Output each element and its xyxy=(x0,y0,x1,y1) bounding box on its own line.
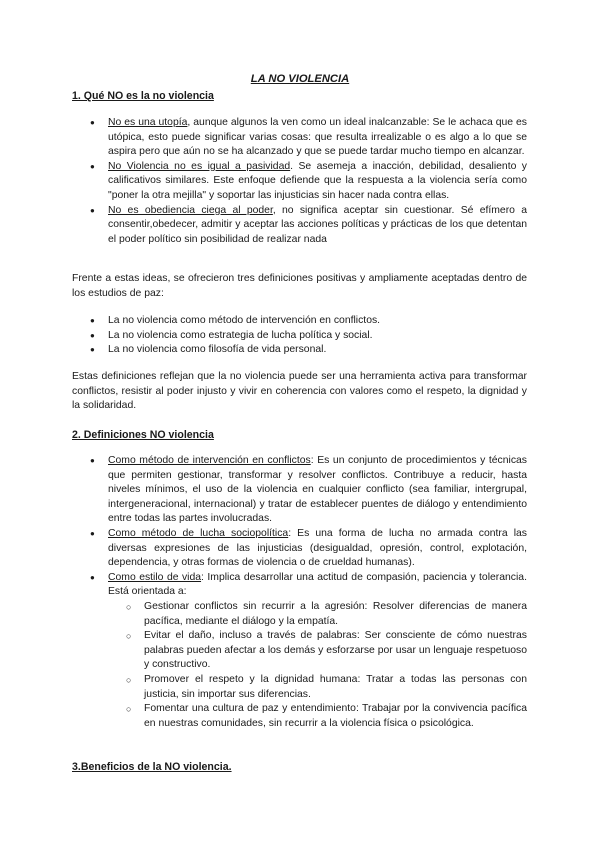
item-text: . Se asemeja a inacción, debilidad, desaliento y calificativos similares. Este enfoque defiende que la respuesta a la violencia sería como "poner la otra mejilla" y soportar las injusticias sin hacer nada contra ellas. xyxy=(108,160,528,201)
list-item xyxy=(72,160,527,204)
list-item xyxy=(72,204,527,248)
lifestyle-sublist xyxy=(108,600,527,731)
document-title: LA NO VIOLENCIA xyxy=(250,73,350,85)
item-term: Como método de intervención en conflictos xyxy=(108,455,311,466)
item-term: No es una utopía xyxy=(108,117,188,128)
list-item xyxy=(72,571,527,732)
list-item xyxy=(72,527,527,571)
section-1-intro: Frente a estas ideas, se ofrecieron tres definiciones positivas y ampliamente aceptadas dentro de los estudios de paz: xyxy=(72,273,527,299)
item-text: : Es una forma de lucha no armada contra las diversas expresiones de las injusticias (desigualdad, opresión, control, explotación, dependencia, y otras formas de violencia o de crueldad humanas). xyxy=(108,527,527,569)
section-1-heading: 1. Qué NO es la no violencia xyxy=(72,90,214,102)
section-2-list xyxy=(72,454,527,731)
item-term: Como método de lucha sociopolítica xyxy=(108,527,289,539)
section-1-list xyxy=(72,116,527,247)
sub-list-item: ○ Evitar el daño, incluso a través de palabras: Ser consciente de cómo nuestras palabras pueden afectar a los demás y esforzarse por usar un lenguaje respetuoso y constructivo. xyxy=(108,629,527,673)
item-term: No Violencia no es igual a pasividad xyxy=(108,160,291,172)
section-1-closing: Estas definiciones reflejan que la no violencia puede ser una herramienta activa para transformar conflictos, resistir al poder injusto y vivir en coherencia con valores como el respeto, la dignidad y la solidaridad. xyxy=(72,371,527,412)
list-item: ● La no violencia como estrategia de lucha política y social. xyxy=(72,329,527,344)
item-term: Como estilo de vida xyxy=(108,571,202,583)
section-2-heading: 2. Definiciones NO violencia xyxy=(72,429,214,441)
item-text: , aunque algunos la ven como un ideal inalcanzable: Se le achaca que es utópica, esto puede significar varias cosas: que resulta irrealizable o es algo a lo que se aspira pero que aún no se ha alcanzado y que se puede tardar mucho tiempo en alcanzar. xyxy=(108,117,527,158)
list-item xyxy=(72,116,527,160)
list-item: ● La no violencia como método de intervención en conflictos. xyxy=(72,314,527,329)
item-term: No es obediencia ciega al poder xyxy=(108,204,273,216)
sub-list-item: ○ Fomentar una cultura de paz y entendimiento: Trabajar por la convivencia pacífica en nuestras comunidades, sin recurrir a la violencia física o psicológica. xyxy=(108,702,527,731)
list-item xyxy=(72,454,527,527)
list-item: ● La no violencia como filosofía de vida personal. xyxy=(72,343,527,358)
definitions-list xyxy=(72,314,527,358)
section-3-heading: 3.Beneficios de la NO violencia. xyxy=(72,761,232,773)
sub-list-item: ○ Gestionar conflictos sin recurrir a la agresión: Resolver diferencias de manera pacífica, mediante el diálogo y la empatía. xyxy=(108,600,527,629)
sub-list-item: ○ Promover el respeto y la dignidad humana: Tratar a todas las personas con justicia, sin importar sus diferencias. xyxy=(108,673,527,702)
item-text: , no significa aceptar sin cuestionar. Sé efímero a consentir,obedecer, admitir y aceptar las acciones políticas y prácticas de los que detentan el poder político sin posibilidad de realizar nada xyxy=(108,204,527,245)
item-text: : Implica desarrollar una actitud de compasión, paciencia y tolerancia. Está orientada a: xyxy=(108,571,527,598)
item-text: : Es un conjunto de procedimientos y técnicas que permiten gestionar, transformar y resolver conflictos. Contribuye a reducir, hasta niveles mínimos, el uso de la violencia en cualquier conflicto (sea familiar, intergrupal, intergeneracional, internacional) y tratar de establecer puentes de diálogo y entendimiento entre todas las partes involucradas. xyxy=(108,455,527,525)
